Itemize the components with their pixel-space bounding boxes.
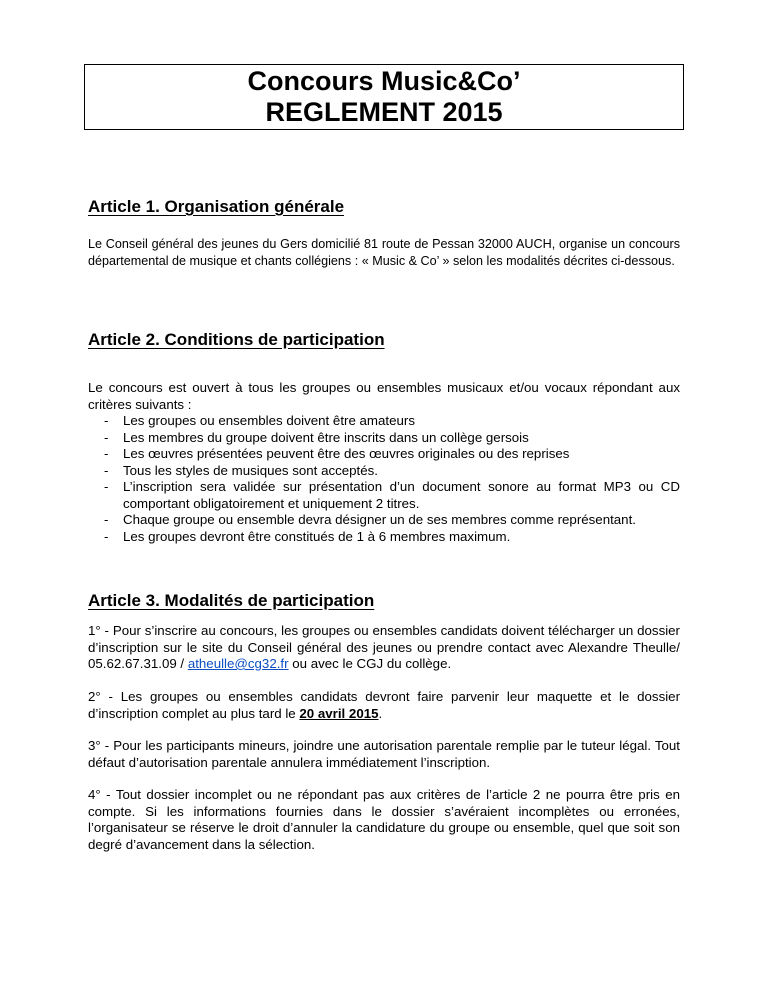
article3-p4: 4° - Tout dossier incomplet ou ne répondant pas aux critères de l’article 2 ne pourra être pris en compte. Si les informations fournies dans le dossier s’avéraient incomplètes ou erronées, l’organisateur se réserve le droit d’annuler la candidature du groupe ou ensemble, quel que soit son degré d’avancement dans la sélection. (88, 787, 680, 852)
list-item: - Les membres du groupe doivent être inscrits dans un collège gersois (88, 430, 680, 447)
article2-body (88, 380, 680, 545)
criteria-list (88, 413, 680, 545)
list-item: - Les groupes ou ensembles doivent être amateurs (88, 413, 680, 430)
list-item: - Les œuvres présentées peuvent être des œuvres originales ou des reprises (88, 446, 680, 463)
title-box (84, 64, 684, 130)
email-link[interactable]: atheulle@cg32.fr (187, 656, 289, 671)
article2-heading: Article 2. Conditions de participation (88, 330, 385, 349)
article1-heading: Article 1. Organisation générale (88, 197, 345, 216)
article1-text: Le Conseil général des jeunes du Gers domicilié 81 route de Pessan 32000 AUCH, organise un concours départemental de musique et chants collégiens : « Music & Co’ » selon les modalités décrites ci-dessous. (88, 237, 680, 268)
deadline-date: 20 avril 2015 (299, 705, 379, 721)
article3-p3: 3° - Pour les participants mineurs, joindre une autorisation parentale remplie par le tuteur légal. Tout défaut d’autorisation parentale annulera immédiatement l’inscription. (88, 738, 680, 770)
article3-p2 (88, 689, 680, 722)
article3-p2-text: 2° - Les groupes ou ensembles candidats devront faire parvenir leur maquette et le dossier d’inscription complet au plus tard le (88, 689, 680, 721)
article3-p1-text: 1° - Pour s’inscrire au concours, les groupes ou ensembles candidats doivent télécharger un dossier d’inscription sur le site du Conseil général des jeunes ou prendre contact avec Alexandre Theulle/ 05.62.67.31.09 / (88, 623, 680, 671)
list-item: - L’inscription sera validée sur présentation d’un document sonore au format MP3 ou CD comportant obligatoirement et uniquement 2 titres. (88, 479, 680, 512)
article3-p1 (88, 623, 680, 673)
list-item: - Chaque groupe ou ensemble devra désigner un de ses membres comme représentant. (88, 512, 680, 529)
article3-heading: Article 3. Modalités de participation (88, 591, 375, 610)
list-item: - Les groupes devront être constitués de 1 à 6 membres maximum. (88, 529, 680, 546)
article2-intro: Le concours est ouvert à tous les groupes ou ensembles musicaux et/ou vocaux répondant aux critères suivants : (88, 380, 680, 412)
document-subtitle: REGLEMENT 2015 (265, 97, 503, 127)
article3-p2-end: . (378, 705, 383, 721)
document-title: Concours Music&Co’ (247, 66, 521, 96)
list-item: - Tous les styles de musiques sont acceptés. (88, 463, 680, 480)
article3-p1-end: ou avec le CGJ du collège. (288, 656, 452, 671)
